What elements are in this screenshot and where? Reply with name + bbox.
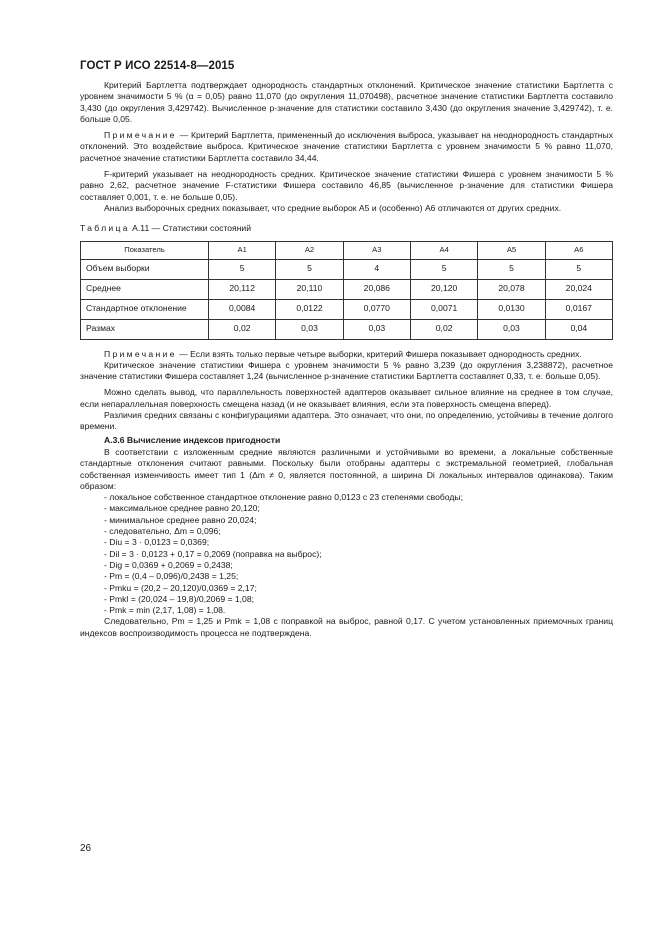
table-header-cell: А1: [209, 241, 276, 259]
table-cell: 0,02: [209, 319, 276, 339]
list-item: - минимальное среднее равно 20,024;: [104, 514, 257, 525]
list-item: - Pmk = min (2,17, 1,08) = 1,08.: [104, 605, 226, 616]
list-item: - Pmkl = (20,024 – 19,8)/0,2069 = 1,08;: [104, 593, 255, 604]
list-item: - максимальное среднее равно 20,120;: [104, 503, 260, 514]
section-heading: А.3.6 Вычисление индексов пригодности: [104, 434, 281, 445]
list-item: - Diu = 3 · 0,0123 = 0,0369;: [104, 537, 210, 548]
note-text: — Если взять только первые четыре выборки, критерий Фишера показывает однородность средних.: [176, 348, 582, 359]
table-cell: 5: [410, 259, 477, 279]
table-header-cell: А3: [343, 241, 410, 259]
table-cell: 0,02: [410, 319, 477, 339]
note-label: Примечание: [104, 348, 177, 359]
table-header-cell: А4: [410, 241, 477, 259]
list-item: - следовательно, Δm = 0,096;: [104, 526, 221, 537]
table-cell: 20,110: [276, 279, 343, 299]
table-row: [81, 279, 613, 299]
table-cell: 0,0084: [209, 299, 276, 319]
paragraph-capability: В соответствии с изложенным средние являются различными и устойчивыми во времени, а локальные собственные стандартные отклонения считают равными. Поскольку были отобраны адаптеры с экстремальной геометрией, глобальная собственная изменчивость имеет тип 1 (Δm ≠ 0, является постоянной, а ширина Di локальных интервалов одинакова). Таким образом:: [80, 446, 613, 491]
paragraph-fisher: F-критерий указывает на неоднородность средних. Критическое значение статистики Фишера с уровнем значимости 5 % равно 2,62, расчетное значение F-статистики Фишера составило 46,85 (вычисленное p-значение для статистики Фишера составляет 0,001, т. е. не больше 0,05).: [80, 169, 613, 202]
page-number: 26: [80, 843, 92, 854]
table-row: [81, 299, 613, 319]
table-row: [81, 259, 613, 279]
state-statistics-table: [80, 241, 613, 340]
table-caption-text: А.11 — Статистики состояний: [129, 223, 252, 234]
paragraph-fisher-critical: Критическое значение статистики Фишера с уровнем значимости 5 % равно 3,239 (до округления 3,238872), расчетное значение статистики Фишера составляет 1,24 (вычисленное p-значение статистики Бартлетта составляет 0,33, т. е. больше 0,05).: [80, 359, 613, 382]
table-cell: 20,112: [209, 279, 276, 299]
paragraph-means-analysis: Анализ выборочных средних показывает, что средние выборок А5 и (особенно) А6 отличаются от других средних.: [104, 202, 562, 213]
table-cell: 5: [276, 259, 343, 279]
table-cell: 0,03: [276, 319, 343, 339]
paragraph-bartlett: Критерий Бартлетта подтверждает однородность стандартных отклонений. Критическое значение статистики Бартлетта с уровнем значимости 5 % (α = 0,05) равно 11,070 (до округления 11,070498), расчетное значение статистики Бартлетта составило 3,430 (до округления 3,429742). Вычисленное p-значение для статистики составило 3,430 (до округления значение 3,429742), т. е. больше 0,05.: [80, 80, 613, 124]
table-cell: 0,0071: [410, 299, 477, 319]
note-text: — Критерий Бартлетта, примененный до исключения выброса, указывает на неоднородность стандартных отклонений. Это воздействие выброса. Критическое значение статистики Бартлетта с уровнем значимости 5 % равно 11,070, расчетное значение статистики Бартлетта составило 34,44.: [80, 130, 613, 163]
table-cell: 0,0122: [276, 299, 343, 319]
table-cell: Объем выборки: [81, 259, 209, 279]
note-first-four: [80, 349, 613, 360]
table-cell: 5: [478, 259, 545, 279]
table-cell: 5: [209, 259, 276, 279]
table-cell: 20,024: [545, 279, 612, 299]
table-header-cell: А5: [478, 241, 545, 259]
table-cell: 4: [343, 259, 410, 279]
table-cell: 20,078: [478, 279, 545, 299]
list-item: - локальное собственное стандартное отклонение равно 0,0123 с 23 степенями свободы;: [104, 492, 463, 503]
paragraph-conclusion: Можно сделать вывод, что параллельность поверхностей адаптеров оказывает сильное влияние на среднее в том случае, если непараллельная поверхность смещена назад (и не оказывает влияния, если эта поверхность смещена вперед).: [80, 387, 613, 409]
table-header-cell: А6: [545, 241, 612, 259]
table-header-cell: А2: [276, 241, 343, 259]
main-content: [80, 80, 613, 639]
table-cell: Среднее: [81, 279, 209, 299]
table-header-cell: Показатель: [81, 241, 209, 259]
note-label: Примечание: [104, 130, 177, 141]
table-cell: 0,0130: [478, 299, 545, 319]
table-cell: 0,03: [478, 319, 545, 339]
note-outlier: [80, 130, 613, 164]
standard-header: ГОСТ Р ИСО 22514-8—2015: [80, 60, 235, 72]
list-item: - Pm = (0,4 – 0,096)/0,2438 = 1,25;: [104, 571, 239, 582]
paragraph-differences: Различия средних связаны с конфигурациями адаптера. Это означает, что они, по определению, устойчивы в течение долгого времени.: [80, 410, 613, 432]
list-item: - Dig = 0,0369 + 0,2069 = 0,2438;: [104, 559, 233, 570]
table-cell: 0,0167: [545, 299, 612, 319]
table-caption: [80, 223, 613, 234]
list-item: - Dil = 3 · 0,0123 + 0,17 = 0,2069 (поправка на выброс);: [104, 548, 322, 559]
table-cell: Размах: [81, 319, 209, 339]
table-caption-label: Таблица: [80, 223, 130, 234]
table-cell: 20,120: [410, 279, 477, 299]
table-header-row: [81, 241, 613, 259]
table-row: [81, 319, 613, 339]
list-item: - Pmku = (20,2 – 20,120)/0,0369 = 2,17;: [104, 582, 257, 593]
paragraph-final: Следовательно, Pm = 1,25 и Pmk = 1,08 с поправкой на выброс, равной 0,17. С учетом установленных приемочных границ индексов воспроизводимость процесса не подтверждена.: [80, 616, 613, 638]
table-cell: Стандартное отклонение: [81, 299, 209, 319]
table-cell: 5: [545, 259, 612, 279]
table-cell: 0,0770: [343, 299, 410, 319]
table-cell: 0,03: [343, 319, 410, 339]
table-cell: 0,04: [545, 319, 612, 339]
table-cell: 20,086: [343, 279, 410, 299]
